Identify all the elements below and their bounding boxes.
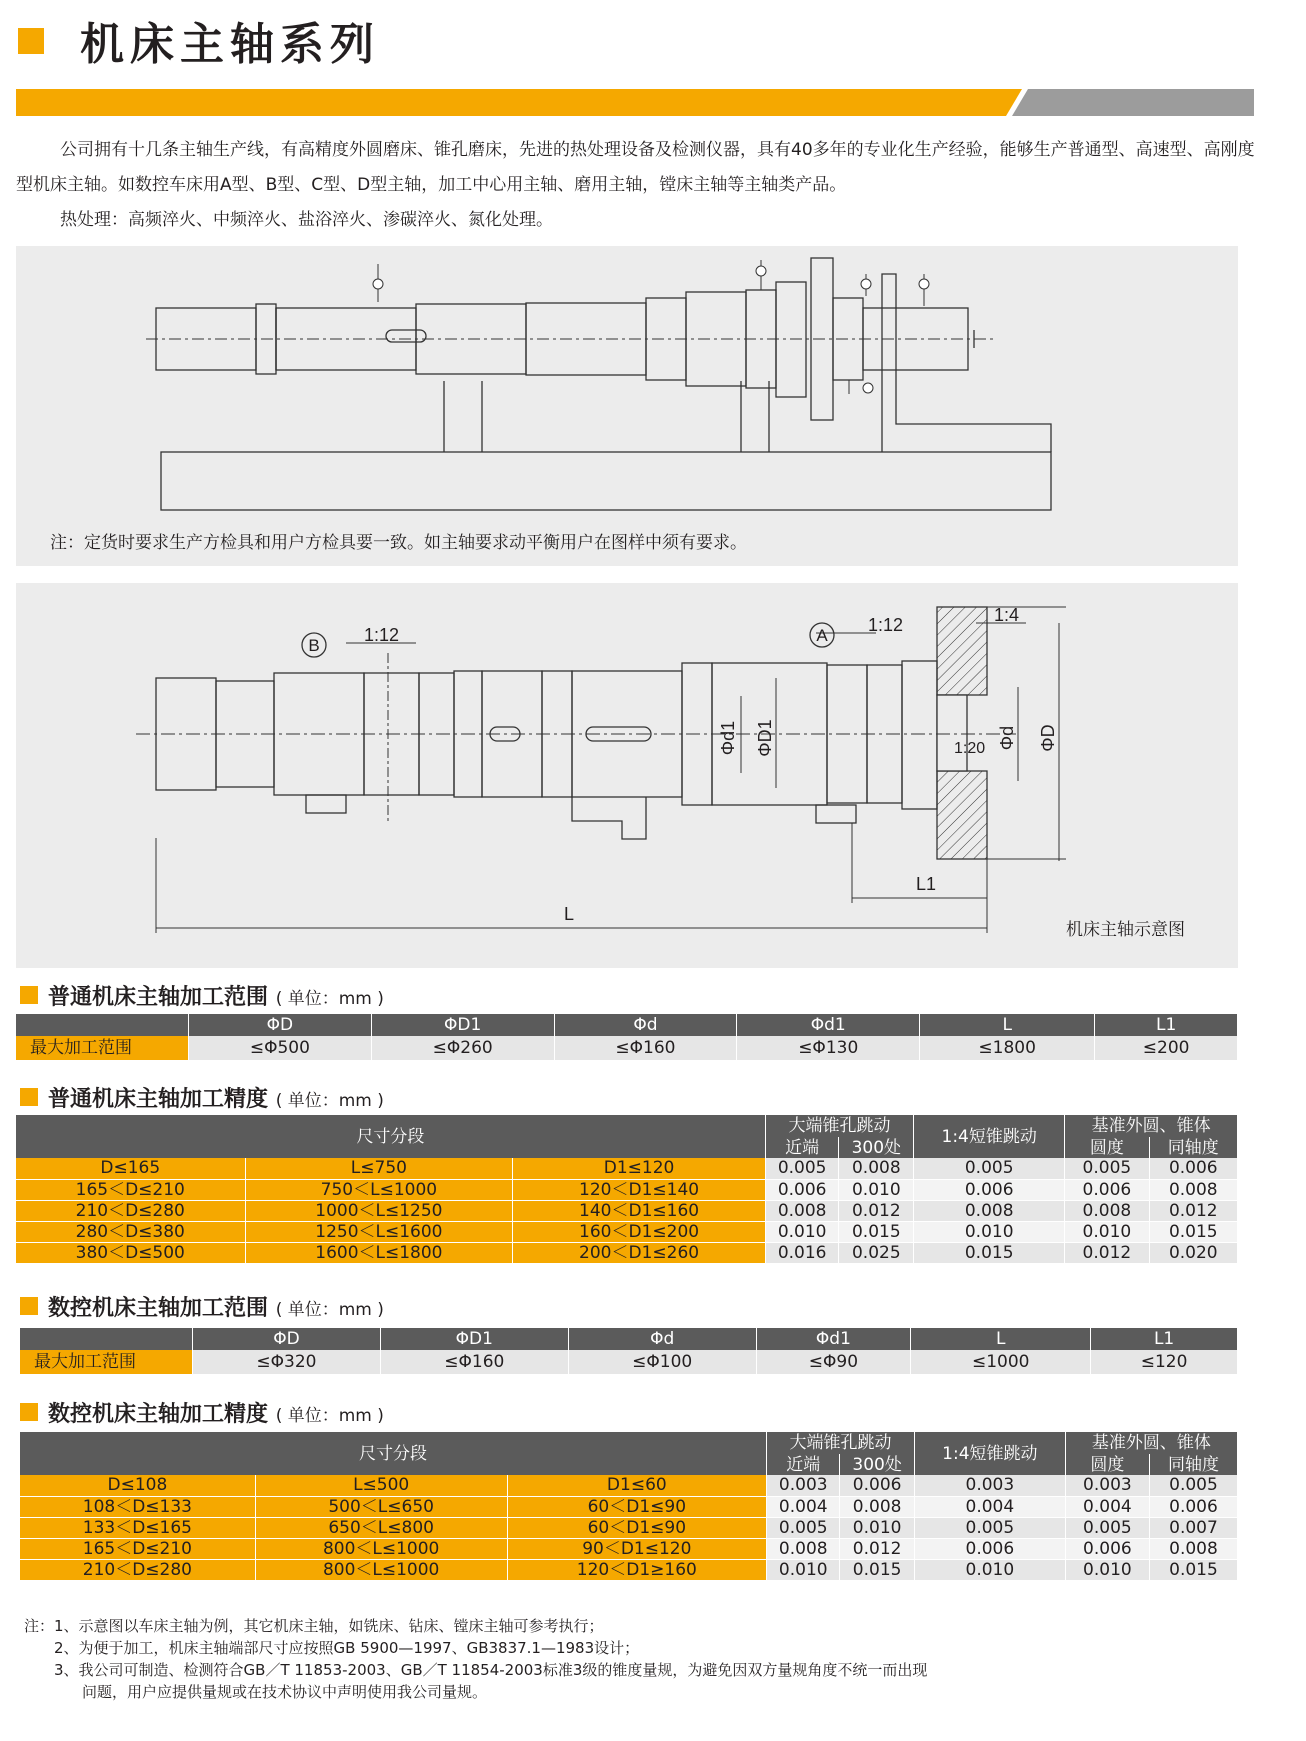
normal-precision-title: 普通机床主轴加工精度: [48, 1087, 269, 1112]
footnote: 3、我公司可制造、检测符合GB／T 11853-2003、GB／T 11854-2003标准3级的锥度量规，为避免因双方量规角度不统一而出现: [54, 1661, 928, 1679]
table-cell: 0.010: [839, 1179, 914, 1200]
section-square-icon: [20, 1403, 38, 1421]
datum-b-label: B: [308, 636, 320, 655]
table-row: [16, 1158, 1238, 1179]
table-cell: ≤1000: [911, 1350, 1091, 1374]
table-cell: ≤200: [1095, 1036, 1238, 1060]
taper-b-label: 1:12: [364, 625, 400, 645]
cnc-precision-title: 数控机床主轴加工精度: [48, 1402, 269, 1427]
table-cell: 210＜D≤280: [20, 1559, 255, 1580]
cnc-range-title: 数控机床主轴加工范围: [48, 1296, 269, 1321]
table-cell: ≤Φ160: [380, 1350, 568, 1374]
table-cell: ≤Φ160: [554, 1036, 737, 1060]
section-square-icon: [20, 1088, 38, 1106]
footnote: 注：1、示意图以车床主轴为例，其它机床主轴，如铣床、钻床、镗床主轴可参考执行；: [24, 1617, 604, 1635]
table-cell: 0.004: [914, 1496, 1065, 1517]
table-row: [20, 1517, 1238, 1538]
table-cell: 0.015: [840, 1559, 914, 1580]
table-cell: 1000＜L≤1250: [245, 1200, 513, 1221]
col-header: L: [911, 1328, 1091, 1350]
normal-range-table: [16, 1014, 1238, 1061]
table-cell: ≤Φ90: [756, 1350, 911, 1374]
table-cell: 165＜D≤210: [20, 1538, 255, 1559]
table-cell: 0.008: [1149, 1179, 1237, 1200]
section-title: [48, 980, 384, 1011]
cnc-precision-table: [20, 1432, 1238, 1581]
table-cell: 0.015: [1149, 1559, 1237, 1580]
row-label: 最大加工范围: [16, 1036, 189, 1060]
table-cell: D1≤60: [507, 1475, 767, 1496]
table-cell: 0.010: [914, 1559, 1065, 1580]
table-cell: 0.004: [767, 1496, 840, 1517]
table-cell: 0.008: [840, 1496, 914, 1517]
table-cell: 0.008: [767, 1538, 840, 1559]
table-row: [16, 1200, 1238, 1221]
table-cell: 90＜D1≤120: [507, 1538, 767, 1559]
title-square-icon: [18, 28, 44, 54]
table-cell: 1600＜L≤1800: [245, 1242, 513, 1263]
table-cell: 0.006: [914, 1538, 1065, 1559]
table-cell: 380＜D≤500: [16, 1242, 245, 1263]
taper-1-20-label: 1:20: [954, 740, 986, 757]
datum-header: 基准外圆、锥体: [1065, 1115, 1238, 1137]
table-cell: 60＜D1≤90: [507, 1517, 767, 1538]
normal-range-title: 普通机床主轴加工范围: [48, 985, 269, 1010]
at300-header: 300处: [840, 1454, 914, 1475]
table-row: [20, 1475, 1238, 1496]
spindle-schematic: [16, 583, 1238, 968]
col-header: Φd: [568, 1328, 756, 1350]
table-cell: 0.005: [1149, 1475, 1237, 1496]
near-header: 近端: [767, 1454, 840, 1475]
table-cell: 0.006: [914, 1179, 1065, 1200]
col-header: L1: [1091, 1328, 1238, 1350]
col-header: L1: [1095, 1014, 1238, 1036]
footnote: 问题，用户应提供量规或在技术协议中声明使用我公司量规。: [82, 1683, 488, 1701]
taper-runout-header: 大端锥孔跳动: [765, 1115, 913, 1137]
table-cell: 0.010: [914, 1221, 1065, 1242]
table-row: [16, 1179, 1238, 1200]
footnotes: [24, 1615, 927, 1703]
page-title: 机床主轴系列: [80, 19, 380, 70]
l-label: L: [564, 904, 575, 924]
col-header: ΦD: [189, 1014, 372, 1036]
table-row: [20, 1559, 1238, 1580]
taper-1-4-label: 1:4: [994, 605, 1020, 625]
table-cell: 200＜D1≤260: [513, 1242, 766, 1263]
inspection-diagram-panel: [16, 246, 1238, 566]
normal-precision-table: [16, 1115, 1238, 1264]
table-cell: 0.010: [767, 1559, 840, 1580]
table-cell: 800＜L≤1000: [255, 1538, 507, 1559]
table-cell: 0.005: [1065, 1158, 1149, 1179]
table-cell: 1250＜L≤1600: [245, 1221, 513, 1242]
table-cell: 750＜L≤1000: [245, 1179, 513, 1200]
table-cell: 0.020: [1149, 1242, 1237, 1263]
table-cell: 0.012: [1149, 1200, 1237, 1221]
d1-large-label: ΦD1: [755, 719, 775, 757]
col-header: Φd1: [756, 1328, 911, 1350]
datum-a-label: A: [816, 626, 828, 645]
table-cell: 0.012: [1065, 1242, 1149, 1263]
intro-paragraph: 公司拥有十几条主轴生产线，有高精度外圆磨床、锥孔磨床，先进的热处理设备及检测仪器，具有40多年的专业化生产经验，能够生产普通型、高速型、高刚度型机床主轴。如数控车床用A型、B型、C型、D型主轴，加工中心用主轴、磨用主轴，镗床主轴等主轴类产品。: [16, 140, 1255, 195]
table-cell: 0.010: [765, 1221, 839, 1242]
table-cell: 0.006: [1065, 1179, 1149, 1200]
table-cell: ≤Φ320: [193, 1350, 381, 1374]
corner-cell: [16, 1014, 189, 1036]
table-row: [16, 1242, 1238, 1263]
table-cell: 0.008: [1149, 1538, 1237, 1559]
col-header: ΦD1: [380, 1328, 568, 1350]
short-taper-header: 1:4短锥跳动: [914, 1115, 1065, 1158]
table-cell: ≤Φ100: [568, 1350, 756, 1374]
table-cell: 0.003: [914, 1475, 1065, 1496]
col-header: ΦD1: [371, 1014, 554, 1036]
table-cell: 0.005: [914, 1517, 1065, 1538]
table-cell: 0.008: [914, 1200, 1065, 1221]
table-cell: 60＜D1≤90: [507, 1496, 767, 1517]
table-cell: 0.003: [767, 1475, 840, 1496]
table-cell: 650＜L≤800: [255, 1517, 507, 1538]
table-cell: 0.016: [765, 1242, 839, 1263]
table-cell: L≤750: [245, 1158, 513, 1179]
roundness-header: 圆度: [1065, 1137, 1149, 1158]
l1-label: L1: [916, 874, 937, 894]
section-title: [48, 1082, 384, 1113]
table-row: [20, 1496, 1238, 1517]
unit-label: ( 单位：mm ): [275, 1406, 384, 1426]
table-cell: 0.010: [840, 1517, 914, 1538]
unit-label: ( 单位：mm ): [275, 1091, 384, 1111]
table-cell: 140＜D1≤160: [513, 1200, 766, 1221]
section-square-icon: [20, 986, 38, 1004]
footnote: 2、为便于加工，机床主轴端部尺寸应按照GB 5900—1997、GB3837.1—1983设计；: [54, 1639, 640, 1657]
table-cell: 0.005: [914, 1158, 1065, 1179]
table-cell: 0.008: [765, 1200, 839, 1221]
table-cell: D1≤120: [513, 1158, 766, 1179]
coaxiality-header: 同轴度: [1149, 1454, 1237, 1475]
table-cell: D≤108: [20, 1475, 255, 1496]
section-title: [48, 1397, 384, 1428]
table-cell: 133＜D≤165: [20, 1517, 255, 1538]
table-cell: 0.006: [840, 1475, 914, 1496]
table-cell: 0.004: [1065, 1496, 1149, 1517]
d-large-label: ΦD: [1038, 724, 1058, 752]
table-cell: 120＜D1≥160: [507, 1559, 767, 1580]
title-bar: [16, 89, 1254, 116]
d-small-label: Φd: [997, 725, 1017, 751]
table-cell: 0.005: [765, 1158, 839, 1179]
cnc-range-table: [20, 1328, 1238, 1375]
table-cell: ≤Φ500: [189, 1036, 372, 1060]
d1-small-label: Φd1: [718, 720, 738, 756]
table-row: [20, 1538, 1238, 1559]
table-cell: 0.012: [840, 1538, 914, 1559]
heat-treatment-line: 热处理：高频淬火、中频淬火、盐浴淬火、渗碳淬火、氮化处理。: [60, 210, 553, 230]
table-cell: 0.007: [1149, 1517, 1237, 1538]
section-square-icon: [20, 1297, 38, 1315]
table-cell: 800＜L≤1000: [255, 1559, 507, 1580]
roundness-header: 圆度: [1065, 1454, 1149, 1475]
diagram-note: 注：定货时要求生产方检具和用户方检具要一致。如主轴要求动平衡用户在图样中须有要求。: [50, 533, 747, 553]
table-cell: ≤120: [1091, 1350, 1238, 1374]
corner-cell: [20, 1328, 193, 1350]
table-cell: 0.010: [1065, 1221, 1149, 1242]
short-taper-header: 1:4短锥跳动: [914, 1432, 1065, 1475]
table-cell: 0.010: [1065, 1559, 1149, 1580]
table-cell: 0.015: [1149, 1221, 1237, 1242]
table-cell: ≤Φ260: [371, 1036, 554, 1060]
taper-a-label: 1:12: [868, 615, 904, 635]
table-cell: 500＜L≤650: [255, 1496, 507, 1517]
size-header: 尺寸分段: [20, 1432, 767, 1475]
table-cell: 0.012: [839, 1200, 914, 1221]
col-header: ΦD: [193, 1328, 381, 1350]
table-cell: ≤1800: [920, 1036, 1095, 1060]
table-cell: 165＜D≤210: [16, 1179, 245, 1200]
col-header: Φd1: [737, 1014, 920, 1036]
section-title: [48, 1291, 384, 1322]
unit-label: ( 单位：mm ): [275, 989, 384, 1009]
row-label: 最大加工范围: [20, 1350, 193, 1374]
table-cell: L≤500: [255, 1475, 507, 1496]
spindle-schematic-panel: [16, 583, 1238, 968]
table-cell: 0.015: [839, 1221, 914, 1242]
table-cell: 210＜D≤280: [16, 1200, 245, 1221]
table-cell: 0.015: [914, 1242, 1065, 1263]
unit-label: ( 单位：mm ): [275, 1300, 384, 1320]
table-cell: 120＜D1≤140: [513, 1179, 766, 1200]
coaxiality-header: 同轴度: [1149, 1137, 1237, 1158]
table-row: [16, 1221, 1238, 1242]
table-cell: 0.003: [1065, 1475, 1149, 1496]
table-cell: 0.006: [1149, 1496, 1237, 1517]
table-cell: 160＜D1≤200: [513, 1221, 766, 1242]
datum-header: 基准外圆、锥体: [1065, 1432, 1237, 1454]
inspection-diagram: [16, 246, 1238, 566]
table-cell: 0.005: [767, 1517, 840, 1538]
table-cell: 0.006: [1149, 1158, 1237, 1179]
taper-runout-header: 大端锥孔跳动: [767, 1432, 915, 1454]
size-header: 尺寸分段: [16, 1115, 765, 1158]
schematic-caption: 机床主轴示意图: [1066, 920, 1185, 940]
table-cell: ≤Φ130: [737, 1036, 920, 1060]
table-cell: 0.006: [765, 1179, 839, 1200]
col-header: Φd: [554, 1014, 737, 1036]
near-header: 近端: [765, 1137, 839, 1158]
table-cell: 0.006: [1065, 1538, 1149, 1559]
col-header: L: [920, 1014, 1095, 1036]
table-cell: 0.008: [1065, 1200, 1149, 1221]
table-cell: D≤165: [16, 1158, 245, 1179]
table-cell: 0.008: [839, 1158, 914, 1179]
table-cell: 280＜D≤380: [16, 1221, 245, 1242]
table-cell: 108＜D≤133: [20, 1496, 255, 1517]
table-cell: 0.005: [1065, 1517, 1149, 1538]
at300-header: 300处: [839, 1137, 914, 1158]
table-cell: 0.025: [839, 1242, 914, 1263]
